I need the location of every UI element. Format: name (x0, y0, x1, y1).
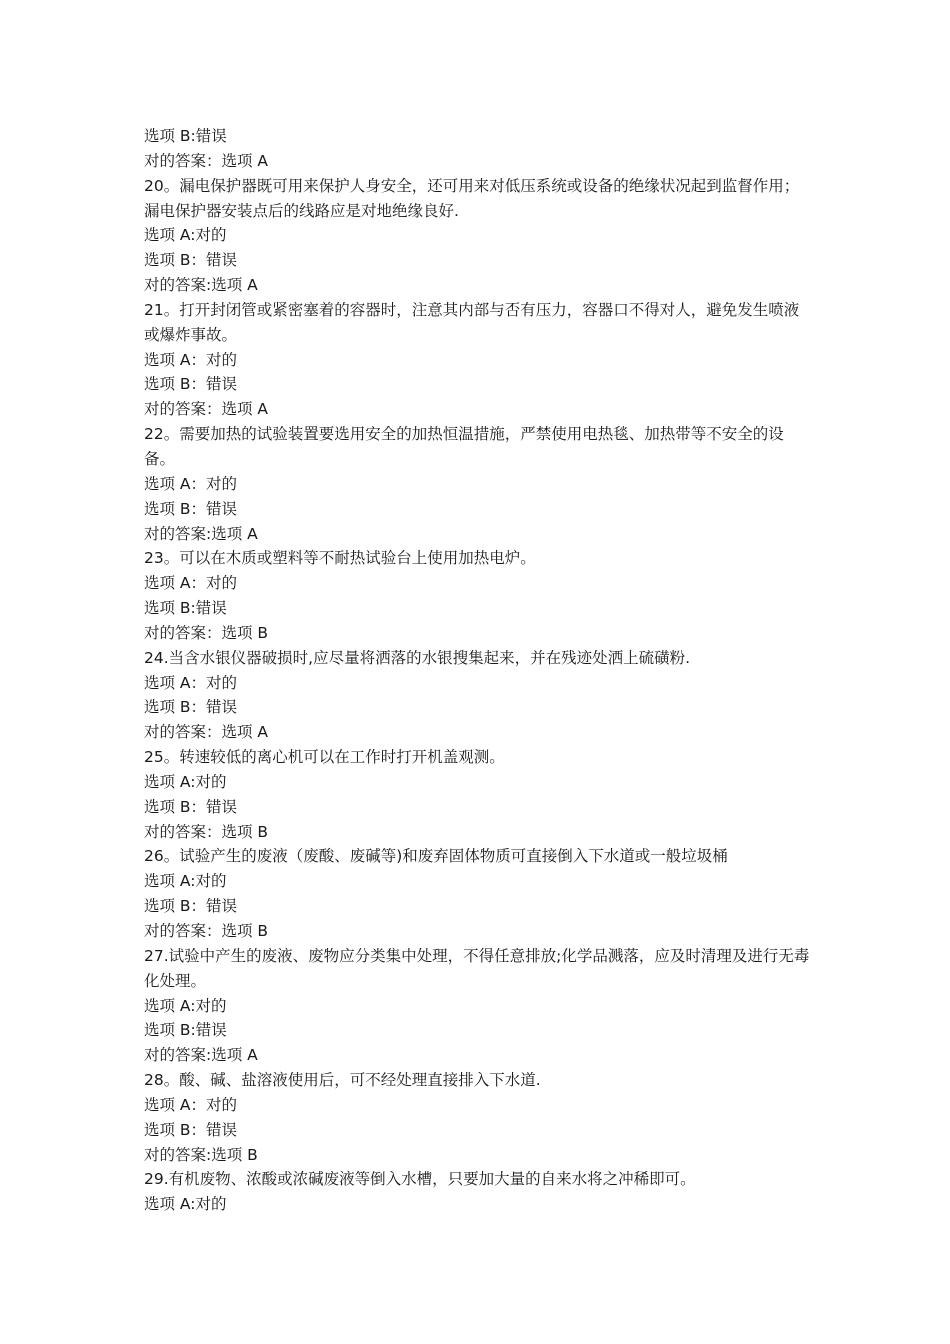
answer-option-b: 选项 B：错误 (144, 499, 238, 518)
answer-option-a: 选项 A：对的 (144, 350, 238, 369)
answer-option-a: 选项 A:对的 (144, 872, 227, 891)
answer-option-b: 选项 B：错误 (144, 375, 238, 394)
correct-answer: 对的答案：选项 B (144, 623, 269, 642)
question-22: 22。需要加热的试验装置要选用安全的加热恒温措施，严禁使用电热毯、加热带等不安全的设备。 (144, 425, 784, 468)
answer-option-b: 选项 B：错误 (144, 251, 238, 270)
document-body (144, 124, 812, 1217)
answer-option-a: 选项 A:对的 (144, 226, 227, 245)
answer-option-b: 选项 B：错误 (144, 1120, 238, 1139)
correct-answer: 对的答案：选项 B (144, 922, 269, 940)
question-21: 21。打开封闭管或紧密塞着的容器时，注意其内部与否有压力，容器口不得对人，避免发生喷液或爆炸事故。 (144, 300, 800, 344)
answer-option-a: 选项 A:对的 (144, 772, 227, 791)
question-24: 24.当含水银仪器破损时,应尽量将洒落的水银搜集起来，并在残迹处洒上硫磺粉. (144, 648, 691, 667)
correct-answer: 对的答案：选项 B (144, 822, 269, 841)
question-26: 26。试验产生的废液（废酸、废碱等)和废弃固体物质可直接倒入下水道或一般垃圾桶 (144, 847, 728, 866)
correct-answer: 对的答案:选项 A (144, 276, 258, 295)
answer-option-a: 选项 A：对的 (144, 1095, 238, 1114)
answer-option-a: 选项 A:对的 (144, 1195, 227, 1214)
question-27: 27.试验中产生的废液、废物应分类集中处理，不得任意排放;化学品溅落，应及时清理及进行无毒化处理。 (144, 946, 810, 990)
answer-option-a: 选项 A：对的 (144, 574, 238, 593)
correct-answer: 对的答案:选项 A (144, 1046, 258, 1065)
question-25: 25。转速较低的离心机可以在工作时打开机盖观测。 (144, 748, 505, 767)
correct-answer: 对的答案:选项 A (144, 524, 258, 543)
question-29: 29.有机废物、浓酸或浓碱废液等倒入水槽，只要加大量的自来水将之冲稀即可。 (144, 1170, 696, 1189)
answer-option-b: 选项 B:错误 (144, 599, 227, 618)
question-28: 28。酸、碱、盐溶液使用后，可不经处理直接排入下水道. (144, 1071, 541, 1090)
answer-option-b: 选项 B：错误 (144, 797, 238, 816)
answer-option-b: 选项 B:错误 (144, 127, 227, 145)
correct-answer: 对的答案：选项 A (144, 723, 269, 742)
answer-option-b: 选项 B:错误 (144, 1021, 227, 1040)
answer-option-a: 选项 A:对的 (144, 996, 227, 1015)
correct-answer: 对的答案:选项 B (144, 1145, 258, 1164)
answer-option-b: 选项 B：错误 (144, 897, 238, 916)
answer-option-b: 选项 B：错误 (144, 698, 238, 717)
correct-answer: 对的答案：选项 A (144, 151, 269, 170)
answer-option-a: 选项 A：对的 (144, 673, 238, 692)
question-23: 23。可以在木质或塑料等不耐热试验台上使用加热电炉。 (144, 549, 536, 568)
question-20: 20。漏电保护器既可用来保护人身安全，还可用来对低压系统或设备的绝缘状况起到监督作用；漏电保护器安装点后的线路应是对地绝缘良好. (144, 176, 800, 220)
correct-answer: 对的答案：选项 A (144, 400, 269, 419)
answer-option-a: 选项 A：对的 (144, 474, 238, 493)
